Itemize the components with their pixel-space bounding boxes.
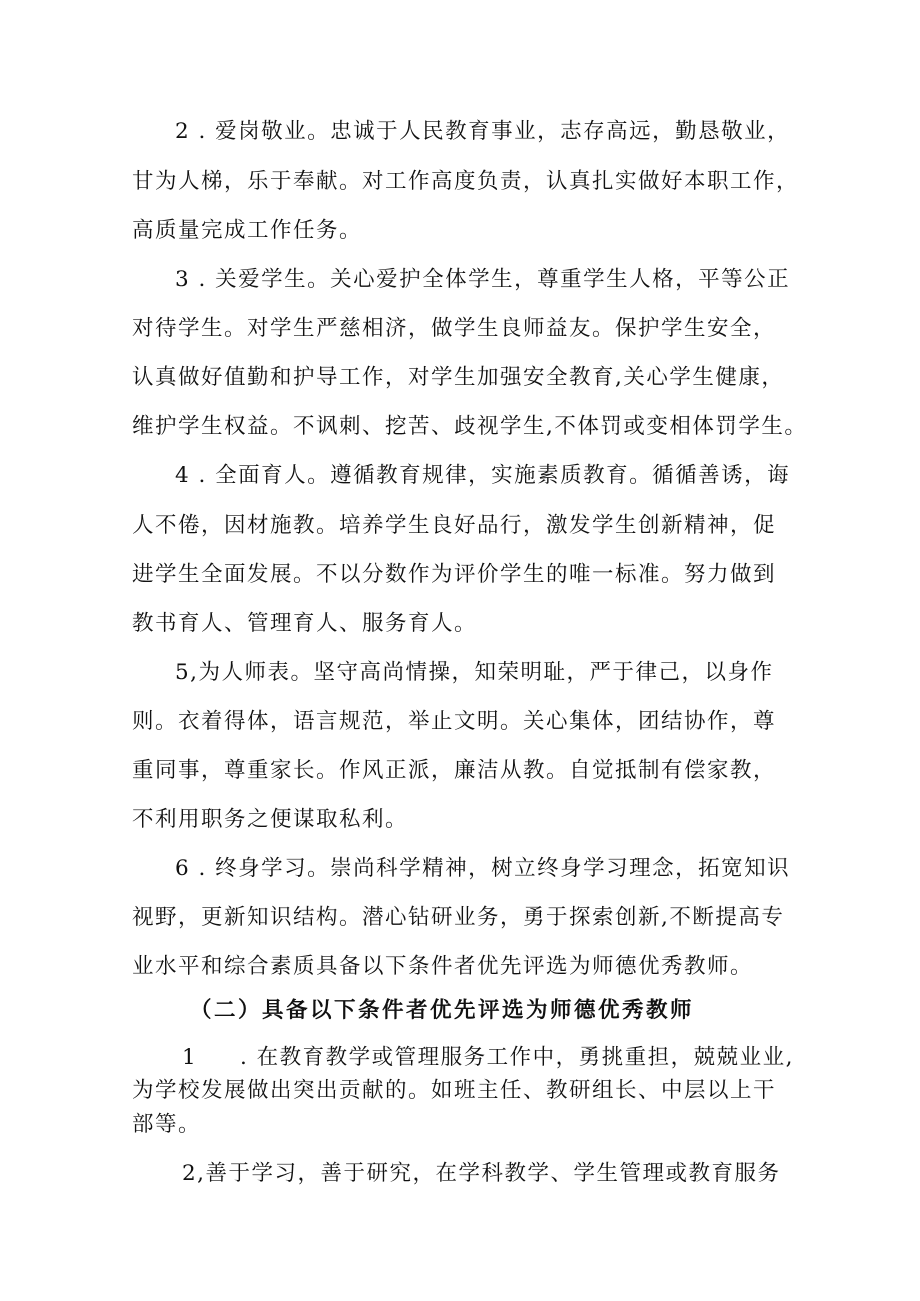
sub-item-2-line-1: 2,善于学习，善于研究，在学科教学、学生管理或教育服务 (182, 1161, 781, 1186)
item-6-line-2: 视野，更新知识结构。潜心钻研业务，勇于探索创新,不断提高专 (132, 905, 785, 930)
sub-item-1-line-2: 为学校发展做出突出贡献的。如班主任、教研组长、中层以上干 (132, 1078, 777, 1103)
item-5-line-3: 重同事，尊重家长。作风正派，廉洁从教。自觉抵制有偿家教， (132, 758, 777, 783)
sub-item-1-line-1: . 在教育教学或管理服务工作中，勇挑重担，兢兢业业, (240, 1045, 795, 1070)
item-5-line-4: 不利用职务之便谋取私利。 (132, 807, 409, 832)
item-2-line-3: 高质量完成工作任务。 (132, 218, 363, 243)
item-4-line-4: 教书育人、管理育人、服务育人。 (132, 611, 478, 636)
item-3-line-3: 认真做好值勤和护导工作，对学生加强安全教育,关心学生健康， (132, 365, 785, 390)
item-4-line-3: 进学生全面发展。不以分数作为评价学生的唯一标准。努力做到 (132, 562, 777, 587)
item-3-line-4: 维护学生权益。不讽刺、挖苦、歧视学生,不体罚或变相体罚学生。 (132, 414, 808, 439)
item-6-line-3: 业水平和综合素质具备以下条件者优先评选为师德优秀教师。 (132, 954, 754, 979)
item-5-line-1: 5,为人师表。坚守高尚情操，知荣明耻，严于律己，以身作 (175, 660, 774, 685)
item-6-line-1: 6 . 终身学习。崇尚科学精神，树立终身学习理念，拓宽知识 (175, 856, 791, 881)
item-5-line-2: 则。衣着得体，语言规范，举止文明。关心集体，团结协作，尊 (132, 709, 777, 734)
item-2-line-1: 2 . 爱岗敬业。忠诚于人民教育事业，志存高远，勤恳敬业， (175, 119, 791, 144)
sub-item-1-number: 1 (182, 1045, 198, 1070)
item-4-line-2: 人不倦，因材施教。培养学生良好品行，激发学生创新精神，促 (132, 513, 777, 538)
item-4-line-1: 4 . 全面育人。遵循教育规律，实施素质教育。循循善诱，诲 (175, 463, 791, 488)
item-3-line-1: 3 . 关爱学生。关心爱护全体学生，尊重学生人格，平等公正 (175, 267, 791, 292)
section-heading: （二）具备以下条件者优先评选为师德优秀教师 (190, 998, 695, 1023)
item-3-line-2: 对待学生。对学生严慈相济，做学生良师益友。保护学生安全， (132, 316, 777, 341)
item-2-line-2: 甘为人梯，乐于奉献。对工作高度负责，认真扎实做好本职工作， (132, 169, 800, 194)
sub-item-1-line-3: 部等。 (132, 1112, 202, 1137)
